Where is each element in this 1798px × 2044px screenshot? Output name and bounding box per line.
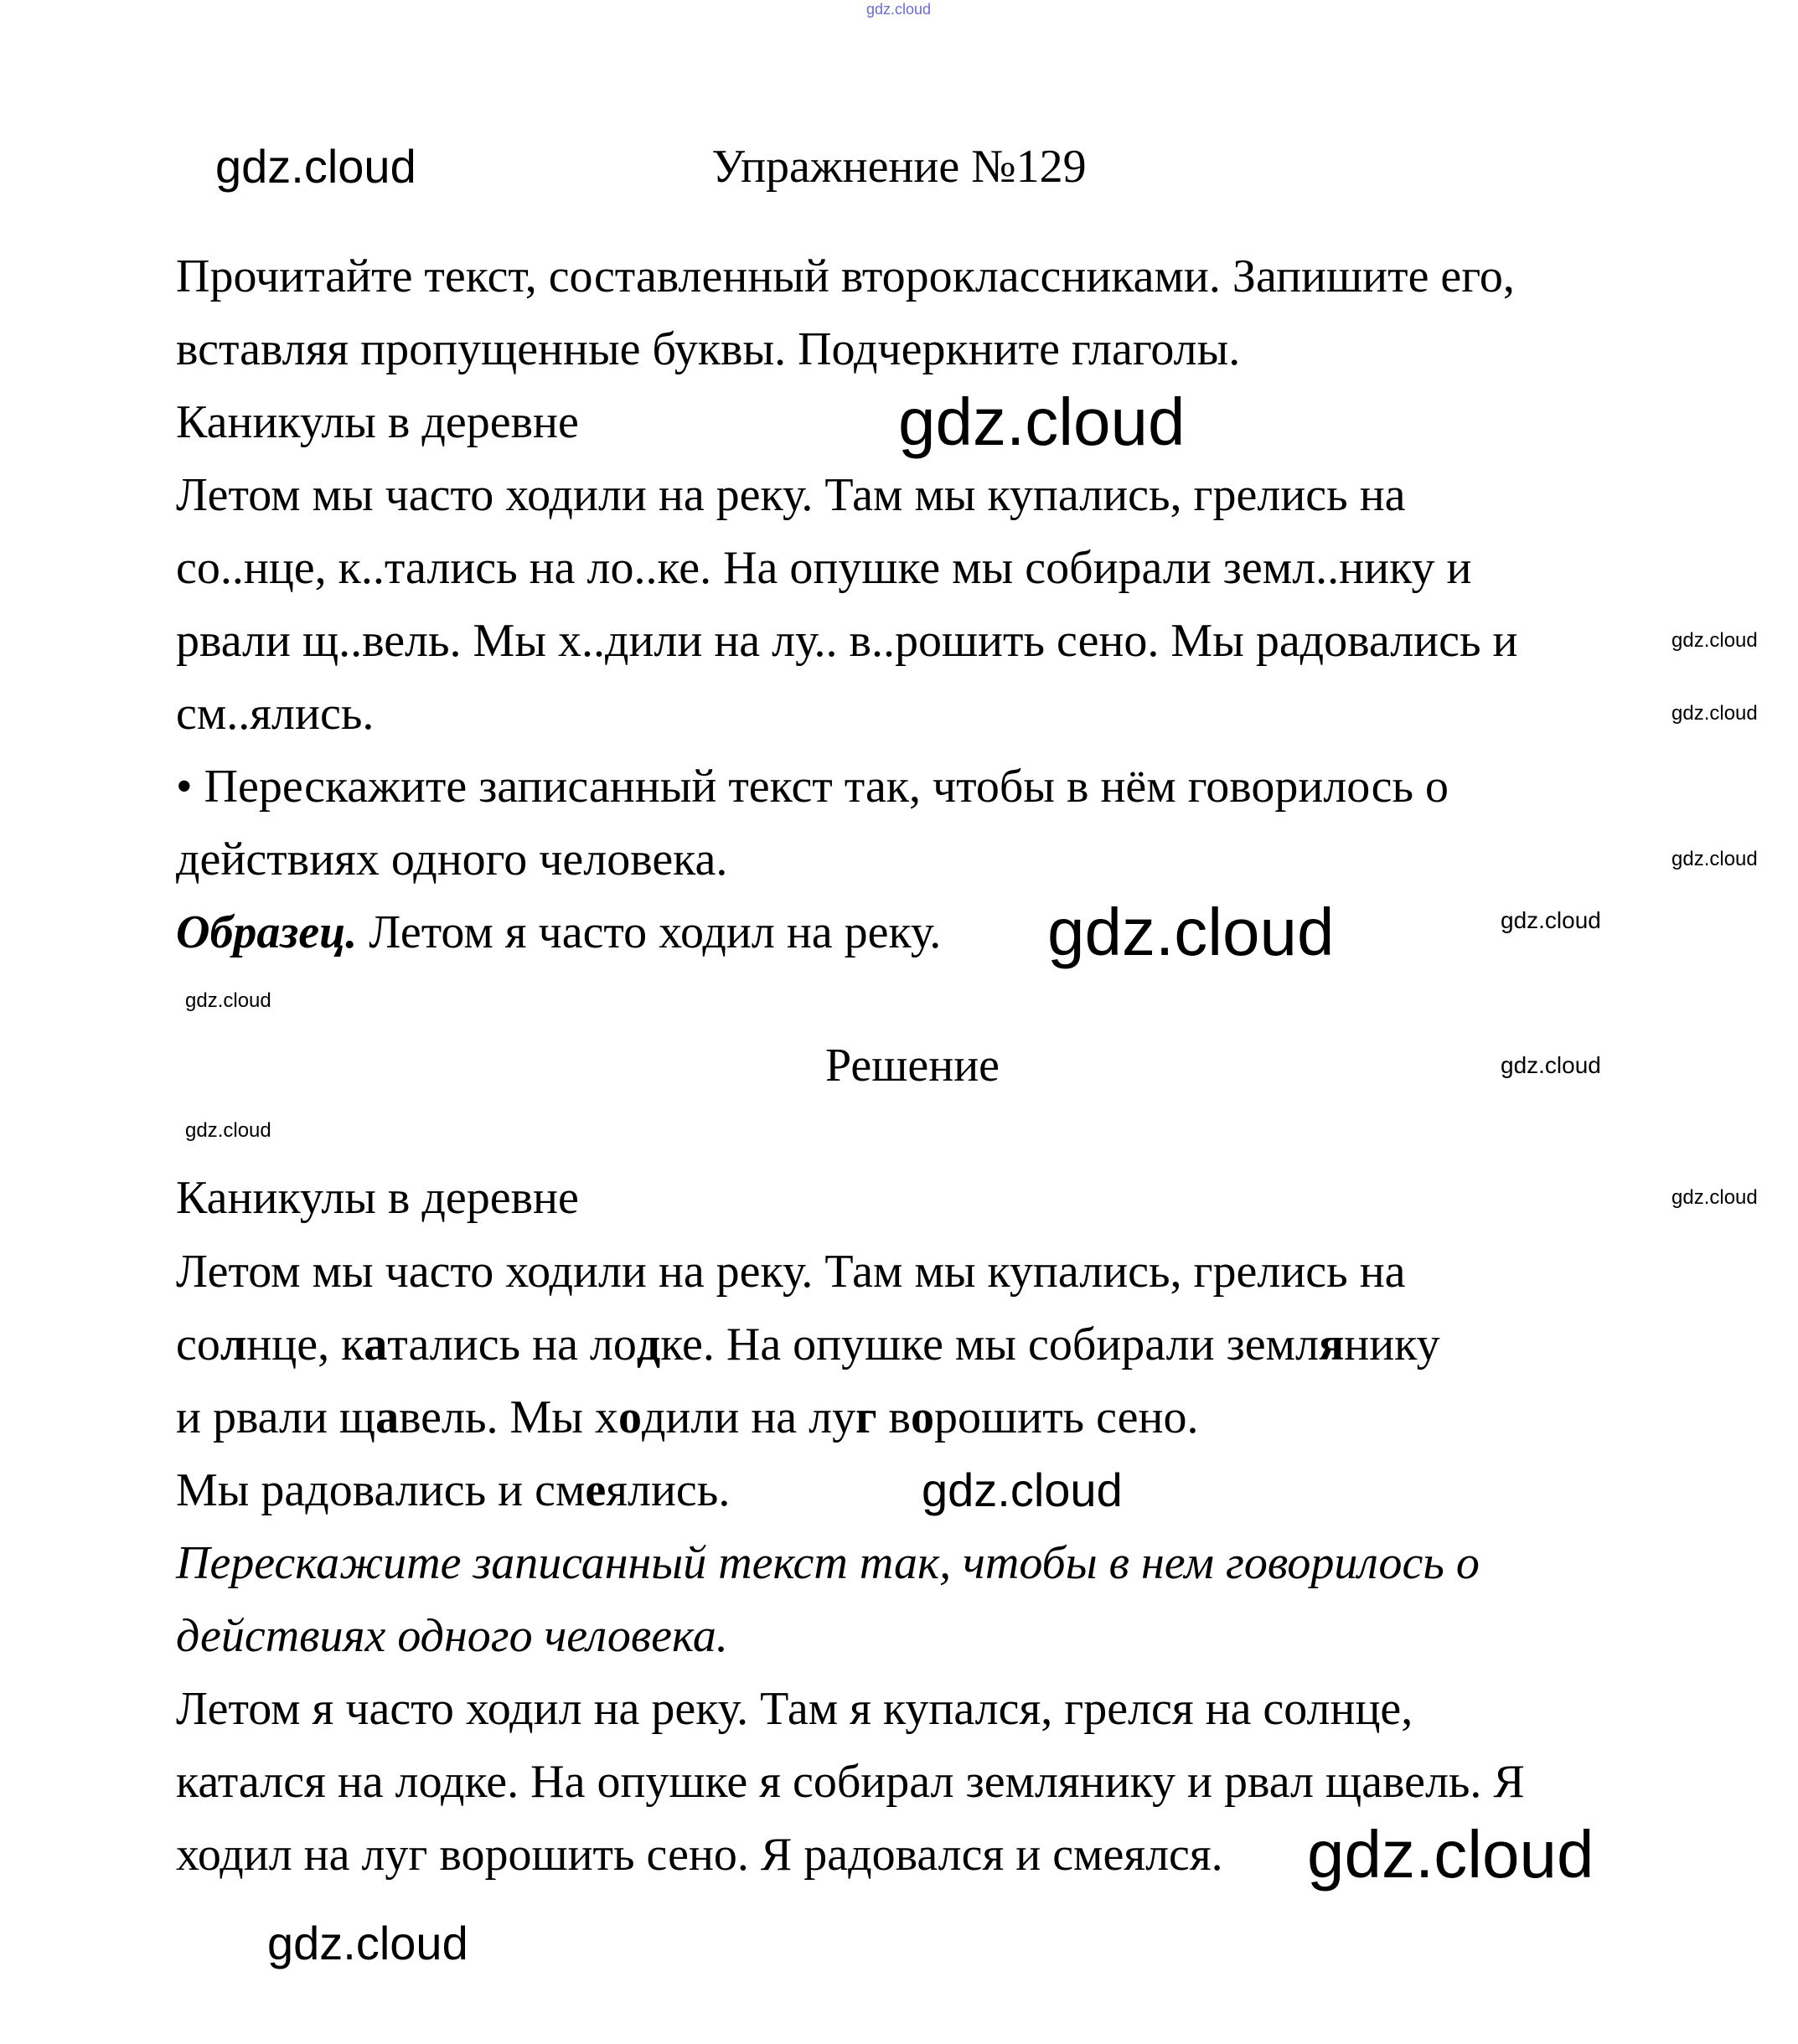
watermark: gdz.cloud xyxy=(185,989,271,1012)
instruction-line: действиях одного человека. xyxy=(176,1610,728,1662)
inserted-letter: д xyxy=(636,1319,661,1370)
task-text-line: Летом мы часто ходили на реку. Там мы купались, грелись на xyxy=(176,469,1406,521)
text: нце, к xyxy=(246,1319,364,1370)
task-text-line: рвали щ..вель. Мы х..дили на лу.. в..рошить сено. Мы радовались и xyxy=(176,615,1518,667)
text: в xyxy=(876,1391,911,1443)
inserted-letter: я xyxy=(1318,1319,1345,1370)
text: дили на лу xyxy=(641,1391,856,1443)
text: со xyxy=(176,1319,220,1370)
text: и рвали щ xyxy=(176,1391,376,1443)
page-title: Упражнение №129 xyxy=(711,141,1087,193)
task-text-line: со..нце, к..тались на ло..ке. На опушке мы собирали земл..нику и xyxy=(176,542,1472,594)
watermark: gdz.cloud xyxy=(215,140,416,193)
inserted-letter: а xyxy=(364,1319,388,1370)
bullet-line: действиях одного человека. xyxy=(176,834,728,885)
bullet-line: • Перескажите записанный текст так, чтобы в нём говорилось о xyxy=(176,761,1449,813)
watermark: gdz.cloud xyxy=(898,385,1186,459)
sample-label: Образец. xyxy=(176,906,358,958)
sample-text: Летом я часто ходил на реку. xyxy=(357,906,942,958)
text: нику xyxy=(1344,1319,1440,1370)
text: Мы радовались и см xyxy=(176,1464,586,1516)
watermark: gdz.cloud xyxy=(185,1119,271,1142)
task-line: Прочитайте текст, составленный второклассниками. Запишите его, xyxy=(176,250,1515,302)
retell-line: Летом я часто ходил на реку. Там я купался, грелся на солнце, xyxy=(176,1683,1413,1735)
watermark: gdz.cloud xyxy=(866,1,932,18)
text: вель. Мы х xyxy=(399,1391,618,1443)
instruction-line: Перескажите записанный текст так, чтобы в нем говорилось о xyxy=(176,1537,1480,1589)
inserted-letter: о xyxy=(617,1391,642,1443)
solution-heading: Каникулы в деревне xyxy=(176,1172,579,1224)
watermark: gdz.cloud xyxy=(1671,1186,1758,1209)
watermark: gdz.cloud xyxy=(1501,1052,1601,1078)
solution-line xyxy=(176,1307,1440,1382)
solution-line xyxy=(176,1453,730,1528)
text: ке. На опушке мы собирали земл xyxy=(660,1319,1319,1370)
solution-title: Решение xyxy=(825,1040,1000,1092)
solution-line xyxy=(176,1380,1198,1455)
watermark: gdz.cloud xyxy=(1671,848,1758,870)
task-heading: Каникулы в деревне xyxy=(176,396,579,448)
watermark: gdz.cloud xyxy=(1047,895,1335,969)
inserted-letter: е xyxy=(585,1464,607,1516)
text: ялись. xyxy=(606,1464,731,1516)
watermark: gdz.cloud xyxy=(922,1463,1123,1516)
solution-line: Летом мы часто ходили на реку. Там мы купались, грелись на xyxy=(176,1246,1406,1298)
watermark: gdz.cloud xyxy=(1671,629,1758,652)
inserted-letter: г xyxy=(855,1391,877,1443)
inserted-letter: л xyxy=(220,1319,247,1370)
sample-line xyxy=(176,895,941,970)
task-line: вставляя пропущенные буквы. Подчеркните глаголы. xyxy=(176,323,1241,375)
retell-line: катался на лодке. На опушке я собирал землянику и рвал щавель. Я xyxy=(176,1756,1525,1808)
watermark: gdz.cloud xyxy=(1307,1817,1594,1892)
inserted-letter: а xyxy=(375,1391,400,1443)
watermark: gdz.cloud xyxy=(1671,702,1758,725)
watermark: gdz.cloud xyxy=(267,1917,468,1969)
text: тались на ло xyxy=(387,1319,637,1370)
task-text-line: см..ялись. xyxy=(176,688,375,740)
text: рошить сено. xyxy=(933,1391,1199,1443)
retell-line: ходил на луг ворошить сено. Я радовался и смеялся. xyxy=(176,1829,1223,1881)
watermark: gdz.cloud xyxy=(1501,907,1601,933)
inserted-letter: о xyxy=(910,1391,934,1443)
